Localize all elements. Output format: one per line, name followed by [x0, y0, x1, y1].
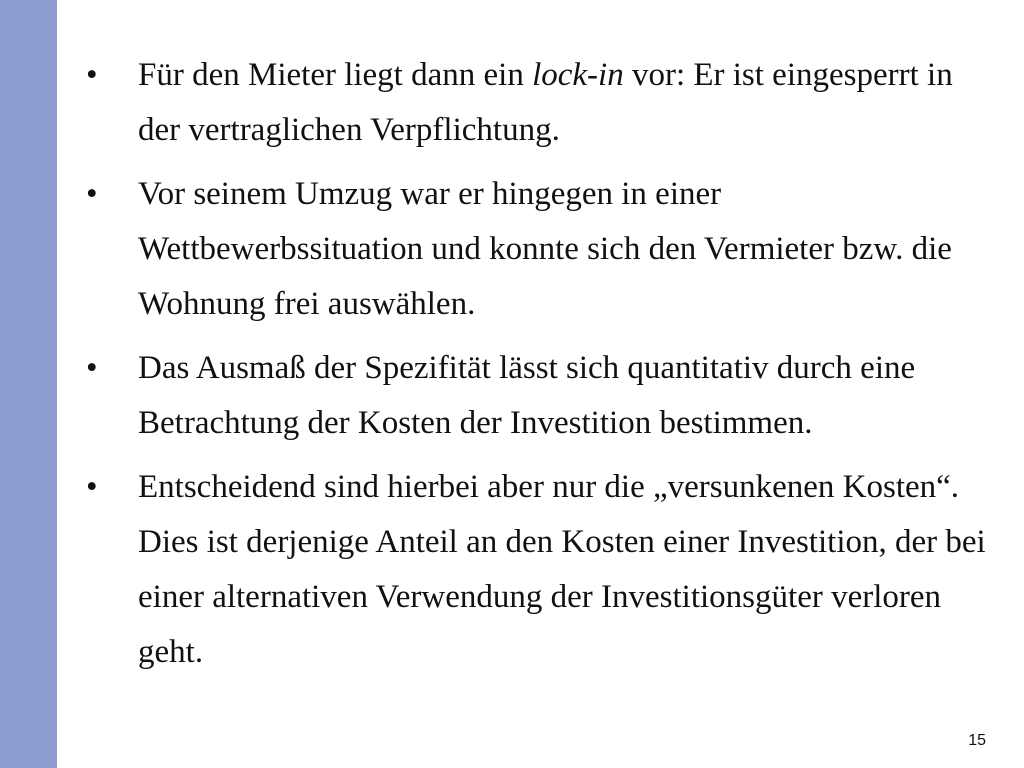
- bullet-dot-icon: •: [86, 57, 98, 93]
- emphasis-lock-in: lock-in: [532, 57, 624, 93]
- bullet-text-part: vor: Er ist eingesperrt in der vertraglichen Verpflichtung.: [138, 57, 953, 148]
- bullet-text: Entscheidend sind hierbei aber nur die „versunkenen Kosten“. Dies ist derjenige Anteil an den Kosten einer Investition, der bei einer alternativen Verwendung der Investitionsgüter verloren geht.: [138, 469, 986, 670]
- bullet-dot-icon: •: [86, 176, 98, 212]
- bullet-text: Das Ausmaß der Spezifität lässt sich quantitativ durch eine Betrachtung der Kosten der Investition bestimmen.: [138, 350, 916, 441]
- page-number: 15: [968, 732, 986, 749]
- bullet-dot-icon: •: [86, 469, 98, 505]
- bullet-item-specificity: [0, 341, 1024, 451]
- bullet-item-lock-in: [0, 48, 1024, 158]
- bullet-dot-icon: •: [86, 350, 98, 386]
- bullet-text-part: Für den Mieter liegt dann ein: [138, 57, 533, 93]
- bullet-item-sunk-costs: [0, 460, 1024, 680]
- bullet-list: [0, 48, 1024, 689]
- bullet-item-before-move: [0, 167, 1024, 332]
- bullet-text: Vor seinem Umzug war er hingegen in einer Wettbewerbssituation und konnte sich den Vermieter bzw. die Wohnung frei auswählen.: [138, 176, 952, 322]
